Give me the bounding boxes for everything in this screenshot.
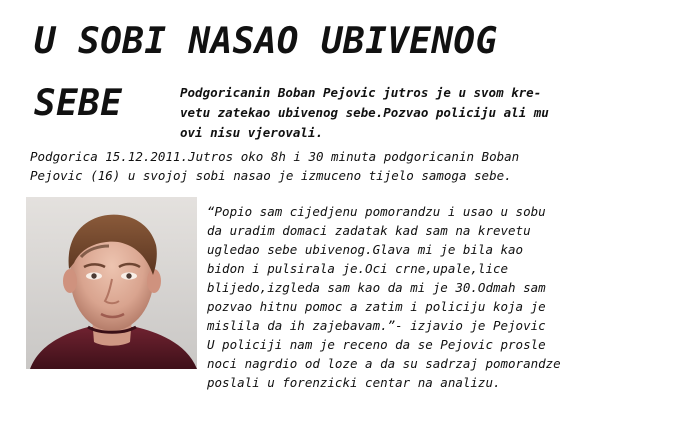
dek-line: vetu zatekao ubivenog sebe.Pozvao policiju ali mu <box>180 105 549 120</box>
dek-line: Podgoricanin Boban Pejovic jutros je u svom kre- <box>180 85 542 100</box>
dek-line: ovi nisu vjerovali. <box>180 125 323 140</box>
quote-line: da uradim domaci zadatak kad sam na krevetu <box>207 223 531 238</box>
quote-line: noci nagrdio od loze a da su sadrzaj pomorandze <box>207 356 561 371</box>
lead-line: Pejovic (16) u svojoj sobi nasao je izmuceno tijelo samoga sebe. <box>30 168 512 183</box>
lead-line: Podgorica 15.12.2011.Jutros oko 8h i 30 minuta podgoricanin Boban <box>30 149 520 164</box>
quote-line: “Popio sam cijedjenu pomorandzu i usao u sobu <box>207 204 546 219</box>
quote-line: poslali u forenzicki centar na analizu. <box>207 375 501 390</box>
quote-line: mislila da ih zajebavam.”- izjavio je Pejovic <box>207 318 546 333</box>
quote-line: ugledao sebe ubivenog.Glava mi je bila kao <box>207 242 524 257</box>
article-dek <box>180 83 685 143</box>
headline: U SOBI NASAO UBIVENOG <box>34 21 498 62</box>
quote-paragraph <box>207 202 687 392</box>
quote-line: bidon i pulsirala je.Oci crne,upale,lice <box>207 261 509 276</box>
quote-line: U policiji nam je receno da se Pejovic prosle <box>207 337 546 352</box>
quote-line: pozvao hitnu pomoc a zatim i policiju koja je <box>207 299 546 314</box>
headline-continuation: SEBE <box>34 83 123 124</box>
article-lead <box>30 147 690 185</box>
portrait-photo <box>26 197 197 369</box>
quote-line: blijedo,izgleda sam kao da mi je 30.Odmah sam <box>207 280 546 295</box>
